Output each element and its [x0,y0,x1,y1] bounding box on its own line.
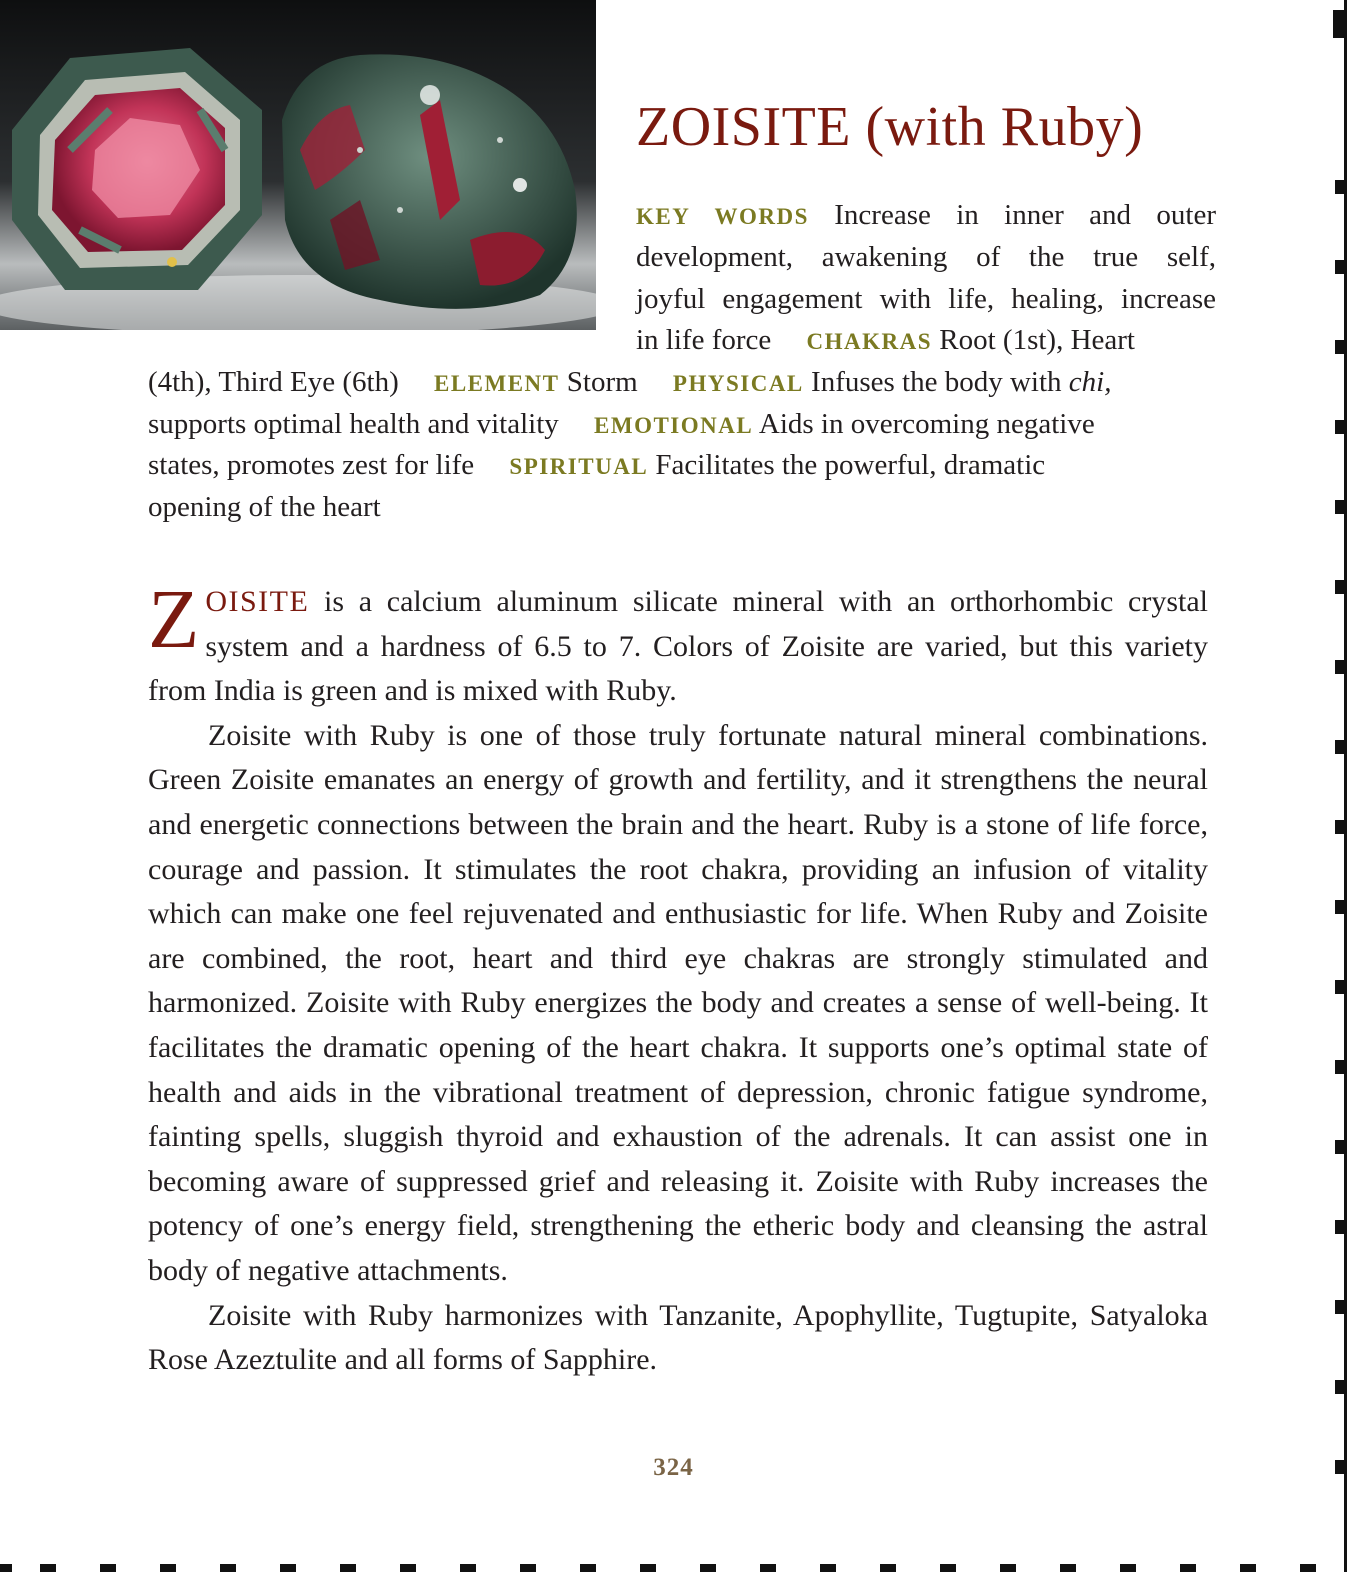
physical-label: PHYSICAL [672,371,804,396]
element-label: ELEMENT [433,371,560,396]
paragraph-1 [148,573,1208,714]
drop-cap: Z [148,573,200,666]
key-words-label: KEY WORDS [636,204,809,229]
key-words-line-3 [636,278,1216,320]
right-edge-marks [1333,0,1347,1572]
key-words-text-1: Increase in inner and outer [834,199,1217,231]
key-words-line-7 [148,444,1208,488]
paragraph-3: Zoisite with Ruby harmonizes with Tanzanite, Apophyllite, Tugtupite, Satyaloka Rose Azeztulite and all forms of Sapphire. [148,1298,1208,1377]
key-words-text-3: joyful engagement with life, healing, increase [636,283,1216,315]
spiritual-label: SPIRITUAL [509,454,649,479]
physical-text-1: Infuses the body with [811,366,1069,398]
key-words-line-4 [636,319,1216,361]
spiritual-text-1: Facilitates the powerful, dramatic [655,449,1046,481]
paragraph-2: Zoisite with Ruby is one of those truly fortunate natural mineral combinations. Green Zoisite emanates an energy of growth and fertility, and it strengthens the neural and energetic connections between the brain and the heart. Ruby is a stone of life force, courage and passion. It stimulates the root chakra, providing an infusion of vitality which can make one feel rejuvenated and enthusiastic for life. When Ruby and Zoisite are combined, the root, heart and third eye chakras are strongly stimulated and harmonized. Zoisite with Ruby energizes the body and creates a sense of well-being. It facilitates the dramatic opening of the heart chakra. It supports one’s optimal state of health and aids in the vibrational treatment of depression, chronic fatigue syndrome, fainting spells, sluggish thyroid and exhaustion of the adrenals. It can assist one in becoming aware of suppressed grief and releasing it. Zoisite with Ruby increases the potency of one’s energy field, strengthening the etheric body and cleansing the astral body of negative attachments. [148,718,1208,1287]
key-words-line-8 [148,486,1208,528]
crystal-photo [0,0,596,330]
key-words-text-4: in life force [636,324,772,356]
key-words-line-2 [636,236,1216,278]
page-number: 324 [653,1454,694,1481]
key-words-text-2: development, awakening of the true self, [636,241,1216,273]
emotional-text-1: Aids in overcoming negative [758,408,1095,440]
paragraph-1-text: is a calcium aluminum silicate mineral with an orthorhombic crystal system and a hardness of 6.5 to 7. Colors of Zoisite are varied, but this variety from India is green and is mixed with Ruby. [148,585,1208,708]
physical-chi: chi, [1068,366,1112,398]
chakras-text-2: (4th), Third Eye (6th) [148,366,399,398]
chakras-text-1: Root (1st), Heart [939,324,1135,356]
spiritual-text-2: opening of the heart [148,491,381,523]
bottom-edge-marks [0,1560,1347,1572]
key-words-line-6 [148,403,1208,447]
body-text [148,573,1208,1383]
chakras-label: CHAKRAS [806,329,933,354]
emotional-label: EMOTIONAL [594,413,754,438]
key-words-line-5 [148,361,1208,405]
lead-word: OISITE [205,585,310,618]
emotional-text-2: states, promotes zest for life [148,449,475,481]
key-words-line-1 [636,194,1216,236]
physical-text-2: supports optimal health and vitality [148,408,559,440]
page-title: ZOISITE (with Ruby) [636,96,1144,158]
element-value: Storm [566,366,638,398]
